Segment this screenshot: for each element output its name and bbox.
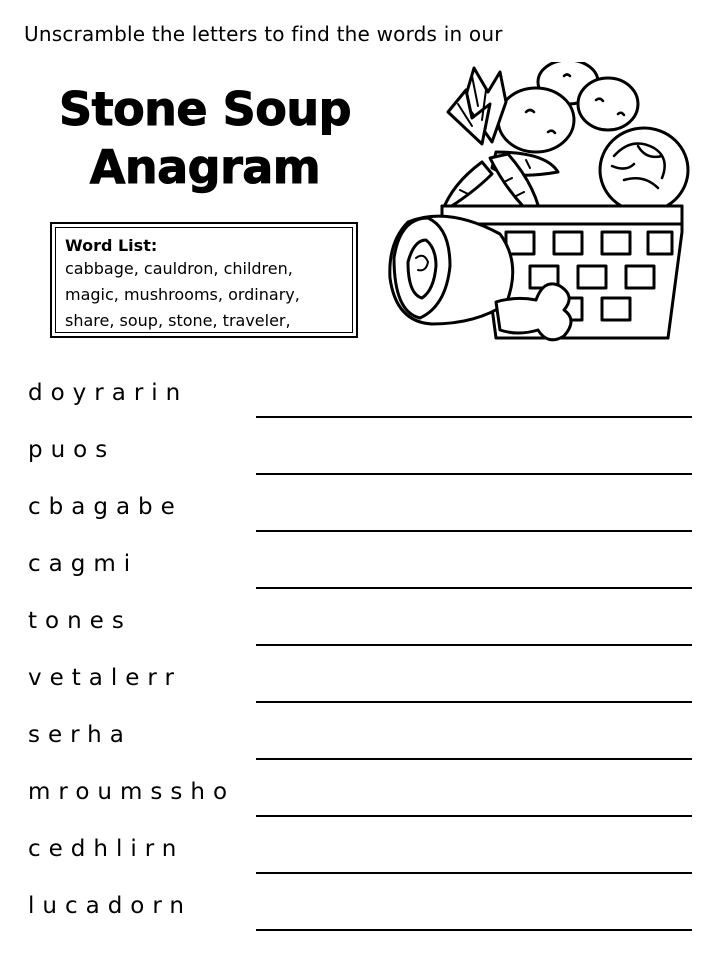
answer-line[interactable] xyxy=(256,815,692,817)
answer-line[interactable] xyxy=(256,701,692,703)
anagram-row xyxy=(0,380,720,437)
anagram-row xyxy=(0,665,720,722)
word-list-line-3: share, soup, stone, traveler, xyxy=(65,311,291,330)
anagram-row xyxy=(0,437,720,494)
scrambled-word: puos xyxy=(28,437,116,463)
answer-line[interactable] xyxy=(256,473,692,475)
word-list-heading: Word List: xyxy=(65,236,158,255)
answer-line[interactable] xyxy=(256,644,692,646)
scrambled-word: vetalerr xyxy=(28,665,182,691)
anagram-row xyxy=(0,551,720,608)
word-list-line-2: magic, mushrooms, ordinary, xyxy=(65,285,300,304)
scrambled-word: serha xyxy=(28,722,132,748)
anagram-row xyxy=(0,494,720,551)
answer-line[interactable] xyxy=(256,587,692,589)
anagram-row xyxy=(0,836,720,893)
scrambled-word: lucadorn xyxy=(28,893,193,919)
anagram-row xyxy=(0,608,720,665)
title-line-1: Stone Soup xyxy=(58,82,352,136)
scrambled-word: cbagabe xyxy=(28,494,183,520)
word-list-box xyxy=(50,222,358,338)
answer-line[interactable] xyxy=(256,758,692,760)
scrambled-word: doyrarin xyxy=(28,380,189,406)
anagram-row xyxy=(0,722,720,779)
word-list-line-1: cabbage, cauldron, children, xyxy=(65,259,293,278)
scrambled-word: tones xyxy=(28,608,132,634)
anagram-row xyxy=(0,779,720,836)
page-title xyxy=(40,80,370,196)
answer-line[interactable] xyxy=(256,929,692,931)
vegetable-basket-with-ham-icon xyxy=(386,62,690,344)
title-line-2: Anagram xyxy=(89,140,321,194)
answer-line[interactable] xyxy=(256,530,692,532)
scrambled-word: cedhlirn xyxy=(28,836,185,862)
instruction-text: Unscramble the letters to find the words in our xyxy=(24,22,503,46)
word-list-inner xyxy=(55,227,353,333)
answer-line[interactable] xyxy=(256,416,692,418)
scrambled-word: mroumssho xyxy=(28,779,236,805)
scrambled-word: cagmi xyxy=(28,551,139,577)
anagram-row xyxy=(0,893,720,950)
answer-line[interactable] xyxy=(256,872,692,874)
